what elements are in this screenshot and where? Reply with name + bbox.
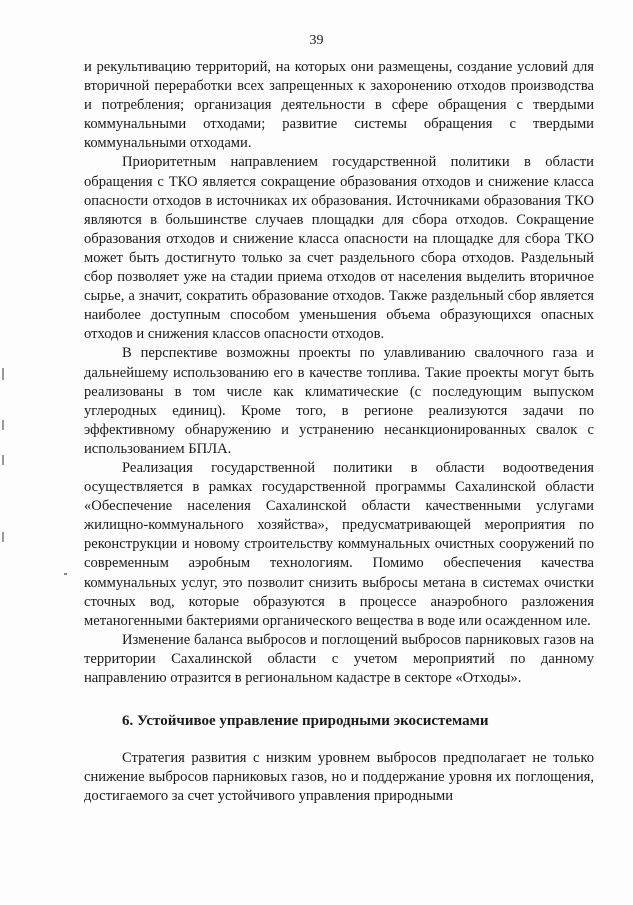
paragraph-emissions-balance: Изменение баланса выбросов и поглощений выбросов парниковых газов на территории Сахалинской области с учетом мероприятий по данному направлению отразится в региональном кадастре в секторе «Отходы». bbox=[84, 631, 594, 686]
spacer bbox=[84, 688, 594, 712]
paragraph-continuation: и рекультивацию территорий, на которых они размещены, создание условий для вторичной переработки всех запрещенных к захоронению отходов производства и потребления; организация деятельности в сфере обращения с твердыми коммунальными отходами; развитие системы обращения с твердыми коммунальными отходами. bbox=[84, 59, 594, 152]
scan-margin-mark bbox=[2, 420, 4, 430]
scan-margin-mark bbox=[2, 532, 4, 542]
paragraph-low-emission-strategy: Стратегия развития с низким уровнем выбросов предполагает не только снижение выбросов парниковых газов, но и поддержание уровня их поглощения, достигаемого за счет устойчивого управления природными bbox=[84, 750, 594, 805]
paragraph-wastewater: Реализация государственной политики в области водоотведения осуществляется в рамках государственной программы Сахалинской области «Обеспечение населения Сахалинской области качественными услугами жилищно-коммунального хозяйства», предусматривающей мероприятия по реконструкции и новому строительству коммунальных очистных сооружений по современным аэробным технологиям. Помимо обеспечения качества коммунальных услуг, это позволит снизить выбросы метана в системах очистки сточных вод, которые образуются в процессе анаэробного разложения метаногенными бактериями органического вещества в воде или осажденном иле. bbox=[84, 459, 594, 629]
page-number: 39 bbox=[309, 33, 324, 48]
section-heading: 6. Устойчивое управление природными экосистемами bbox=[122, 713, 489, 730]
scan-margin-mark bbox=[2, 455, 4, 465]
paragraph-landfill-gas: В перспективе возможны проекты по улавливанию свалочного газа и дальнейшему использованию его в качестве топлива. Такие проекты могут быть реализованы в том числе как климатические (с последующим выпуском углеродных единиц). Кроме того, в регионе реализуются задачи по эффективному обнаружению и устранению несанкционированных свалок с использованием БПЛА. bbox=[84, 345, 594, 457]
paragraph-tko-priority: Приоритетным направлением государственной политики в области обращения с ТКО является сокращение образования отходов и снижение класса опасности отходов в источниках их образования. Источниками образования ТКО являются в большинстве случаев площадки для сбора отходов. Сокращение образования отходов и снижение класса опасности на площадке для сбора ТКО может быть достигнуто только за счет раздельного сбора отходов. Раздельный сбор позволяет уже на стадии приема отходов от населения выделить вторичное сырье, а значит, сократить образование отходов. Также раздельный сбор является наиболее доступным способом уменьшения объема образующихся опасных отходов и снижения классов опасности отходов. bbox=[84, 154, 594, 343]
document-body bbox=[84, 58, 594, 806]
scan-dot bbox=[64, 573, 67, 575]
scan-margin-mark bbox=[2, 368, 4, 380]
spacer bbox=[84, 731, 594, 749]
